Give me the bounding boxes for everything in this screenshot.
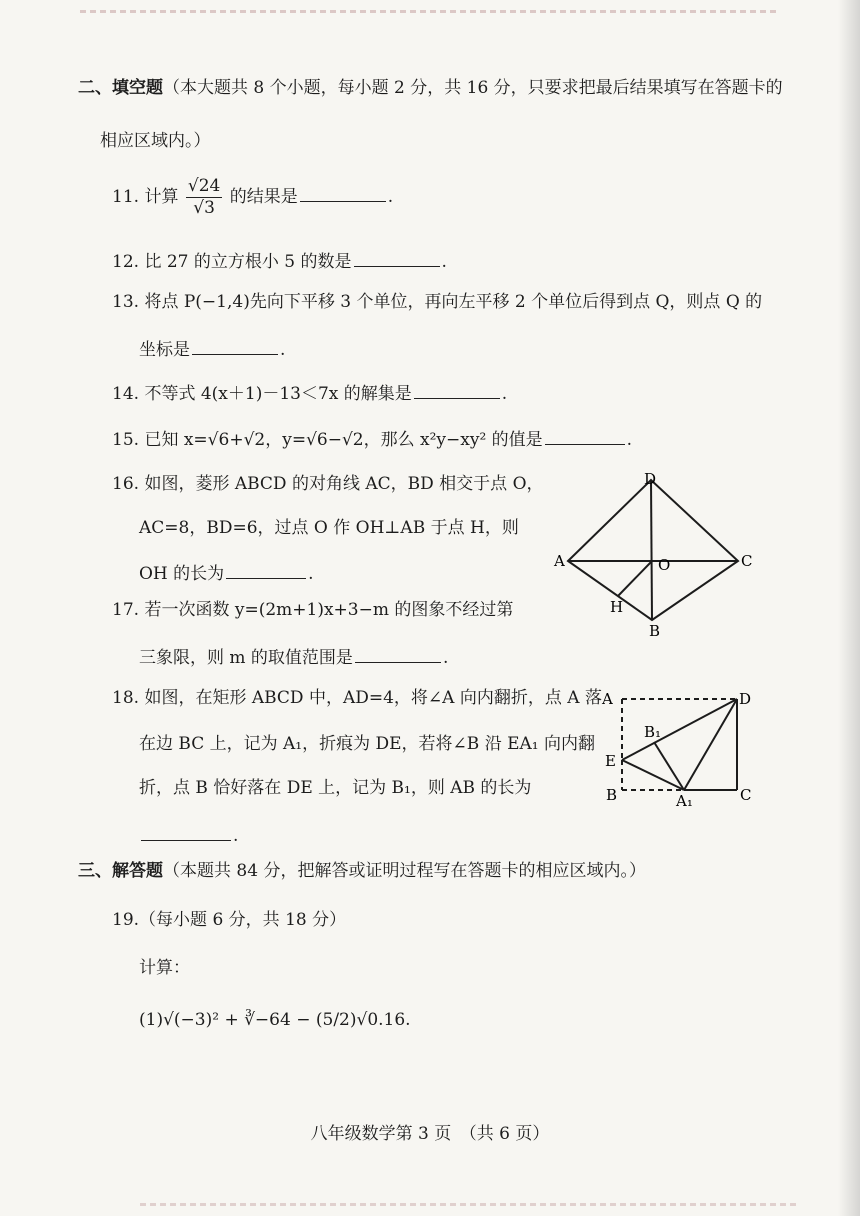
q17-end: . (442, 648, 449, 668)
q14-end: . (501, 384, 508, 404)
section3-heading (78, 863, 646, 880)
q13-end: . (280, 340, 286, 360)
label-c: C (740, 786, 752, 804)
q18-answer-blank[interactable] (141, 826, 231, 841)
q17-line2-text: 三象限，则 m 的取值范围是 (139, 648, 353, 668)
question-19-instruction: 计算： (139, 958, 190, 978)
question-18-line2: 在边 BC 上，记为 A₁，折痕为 DE，若将∠B 沿 EA₁ 向内翻 (139, 734, 596, 754)
q11-end: . (387, 187, 394, 207)
question-13: 13. 将点 P(−1,4)先向下平移 3 个单位，再向左平移 2 个单位后得到点 Q，则点 Q 的 (112, 292, 763, 312)
label-b: B (649, 622, 661, 640)
segment-oh (618, 561, 652, 596)
section3-title: 三、解答题 (78, 861, 163, 881)
label-a: A (554, 552, 565, 570)
question-14 (112, 384, 507, 403)
page-bottom-edge (140, 1203, 800, 1206)
q13-line2-text: 坐标是 (139, 340, 190, 360)
question-11 (112, 178, 393, 217)
question-17-line2 (139, 648, 448, 667)
diagonal-bd (651, 480, 652, 620)
rectangle-fold-figure (600, 682, 760, 812)
question-18-line3: 折，点 B 恰好落在 DE 上，记为 B₁，则 AB 的长为 (139, 778, 532, 798)
label-c: C (741, 552, 753, 570)
q12-answer-blank[interactable] (354, 252, 440, 267)
q11-denominator: √3 (193, 198, 215, 218)
label-d: D (644, 470, 657, 488)
section2-heading-line2: 相应区域内。） (100, 131, 211, 151)
label-b1: B₁ (644, 723, 662, 741)
question-17: 17. 若一次函数 y=(2m+1)x+3−m 的图象不经过第 (112, 600, 514, 620)
label-h: H (610, 598, 624, 616)
q12-end: . (441, 252, 447, 272)
q18-end: . (233, 826, 239, 846)
q15-text: 15. 已知 x=√6+√2，y=√6−√2，那么 x²y−xy² 的值是 (112, 430, 543, 450)
question-13-line2 (139, 340, 285, 359)
section2-title: 二、填空题 (78, 78, 163, 98)
question-16-line2: AC=8，BD=6，过点 O 作 OH⊥AB 于点 H，则 (139, 518, 519, 538)
question-15 (112, 430, 632, 449)
q11-post: 的结果是 (229, 187, 298, 207)
q15-end: . (626, 430, 633, 450)
rhombus-figure (552, 470, 762, 642)
section2-heading (78, 80, 783, 97)
question-16: 16. 如图，菱形 ABCD 的对角线 AC，BD 相交于点 O， (112, 474, 544, 494)
q14-answer-blank[interactable] (414, 384, 500, 399)
page-top-edge (80, 10, 780, 13)
page-footer: 八年级数学第 3 页 （共 6 页） (310, 1124, 550, 1144)
q16-end: . (308, 564, 314, 584)
q11-numerator: √24 (187, 176, 221, 196)
label-d: D (739, 690, 752, 708)
q11-fraction (186, 178, 222, 217)
q11-pre: 计算 (144, 187, 179, 207)
q16-line3-text: OH 的长为 (139, 564, 225, 584)
section2-instructions: （本大题共 8 个小题，每小题 2 分，共 16 分，只要求把最后结果填写在答题卡的 (163, 78, 783, 98)
label-b: B (606, 786, 618, 804)
question-12 (112, 252, 447, 271)
question-16-line3 (139, 564, 314, 583)
label-a1: A₁ (676, 792, 693, 810)
q11-number: 11. (112, 187, 140, 207)
label-a: A (602, 690, 613, 708)
q11-answer-blank[interactable] (300, 187, 386, 202)
q14-text: 14. 不等式 4(x＋1)－13＜7x 的解集是 (112, 384, 412, 404)
q15-answer-blank[interactable] (545, 430, 625, 445)
label-o: O (658, 556, 671, 574)
q13-answer-blank[interactable] (192, 340, 278, 355)
label-e: E (605, 752, 616, 770)
question-18: 18. 如图，在矩形 ABCD 中，AD=4，将∠A 向内翻折，点 A 落 (112, 688, 602, 708)
rhombus-outline (568, 480, 738, 620)
section3-instructions: （本题共 84 分，把解答或证明过程写在答题卡的相应区域内。） (163, 861, 646, 881)
question-19-part1: (1)√(−3)² + ∛−64 − (5/2)√0.16. (139, 1010, 411, 1030)
question-18-line4 (139, 826, 238, 845)
q16-answer-blank[interactable] (226, 564, 306, 579)
q17-answer-blank[interactable] (355, 648, 441, 663)
q12-text: 12. 比 27 的立方根小 5 的数是 (112, 252, 352, 272)
question-19-header: 19.（每小题 6 分，共 18 分） (112, 910, 347, 930)
page-right-shadow (838, 0, 860, 1216)
